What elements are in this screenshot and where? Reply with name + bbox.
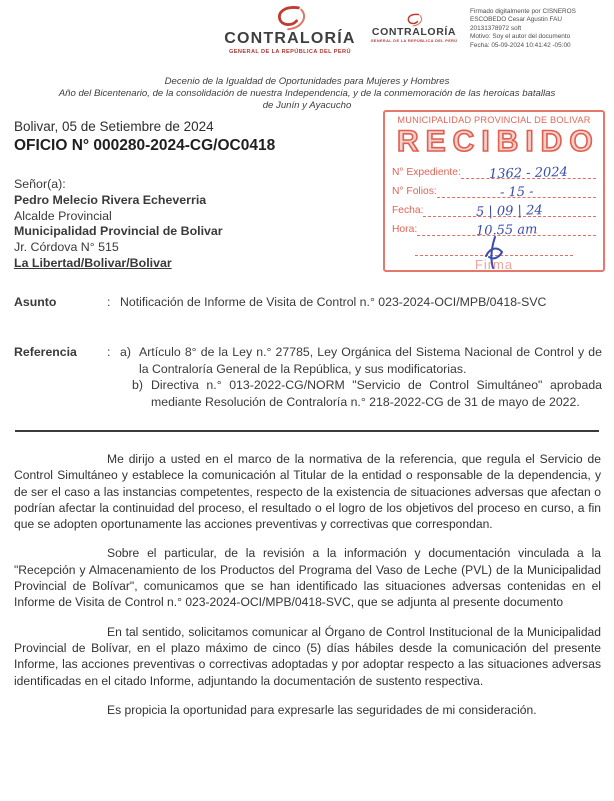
recipient-salutation: Señor(a): (14, 177, 66, 191)
motto-line: de Junín y Ayacucho (262, 99, 352, 111)
stamp-field-label: Hora: (392, 224, 418, 235)
asunto-label: Asunto (14, 295, 57, 309)
stamp-dotted-line (461, 159, 596, 183)
asunto-row (14, 294, 602, 311)
oficio-number: OFICIO N° 000280-2024-CG/OC0418 (14, 137, 276, 154)
referencia-row (14, 344, 602, 410)
contraloria-swoosh-icon (268, 5, 312, 33)
asunto-colon: : (107, 295, 111, 309)
referencia-item-b (132, 377, 602, 410)
logo-subtitle: GENERAL DE LA REPÚBLICA DEL PERÚ (370, 39, 458, 43)
stamp-field-hora (392, 217, 596, 239)
stamp-recibido-title: RECIBIDO (397, 125, 600, 158)
stamp-firma-label: Firma (474, 257, 514, 272)
referencia-items (120, 344, 602, 410)
referencia-colon: : (107, 345, 111, 359)
recipient-name: Pedro Melecio Rivera Echeverria (14, 192, 207, 207)
horizontal-rule (15, 430, 599, 432)
body-paragraph-1: Me dirijo a usted en el marco de la normativa de la referencia, que regula el Servicio de Control Simultáneo y establece la comunicación al Titular de la entidad o responsable de la dependencia, y de ser el caso a las instancias competentes, respecto de la existencia de situaciones adversas que afectan o podrían afectar la continuidad del proceso, el resultado o el logro de los objetivos del proceso en curso, a fin que se adopten oportunamente las acciones preventivas y correctivas que correspondan. (14, 452, 601, 532)
body-paragraph-2: Sobre el particular, de la revisión a la información y documentación vinculada a la "Recepción y Almacenamiento de los Productos del Programa del Vaso de Leche (PVL) de la Municipalidad Provincial de Bolívar", comunicamos que se han identificado las situaciones adversas contenidas en el Informe de Visita de Control n.° 023-2024-OCI/MPB/0418-SVC, que se adjunta al presente documento (14, 546, 601, 610)
signature-line: ESCOBEDO Cesar Agustin FAU (470, 16, 562, 24)
signature-line: Fecha: 05-09-2024 10:41:42 -05:00 (470, 41, 571, 49)
stamp-field-label: N° Expediente: (392, 167, 461, 178)
signature-line: Motivo: Soy el autor del documento (470, 33, 571, 41)
letter-body (14, 451, 601, 731)
handwritten-signature-icon (481, 235, 507, 271)
motto-line: Año del Bicentenario, de la consolidación de nuestra Independencia, y de la conmemoración de las heroicas batallas (58, 87, 556, 99)
handwritten-value: 5 | 09 | 24 (476, 203, 544, 220)
item-text: Directiva n.° 013-2022-CG/NORM "Servicio de Control Simultáneo" aprobada mediante Resolución de Contraloría n.° 218-2022-CG de 31 de mayo de 2022. (151, 378, 602, 409)
closing-line: Es propicia la oportunidad para expresarle las seguridades de mi consideración. (107, 702, 537, 717)
received-stamp (383, 110, 605, 272)
logo-subtitle: GENERAL DE LA REPÚBLICA DEL PERÚ (229, 49, 351, 55)
date-line: Bolivar, 05 de Setiembre de 2024 (14, 119, 214, 134)
motto-line: Decenio de la Igualdad de Oportunidades para Mujeres y Hombres (164, 76, 450, 87)
stamp-field-expediente (392, 160, 596, 183)
contraloria-logo-secondary (366, 13, 462, 43)
body-paragraph-3: En tal sentido, solicitamos comunicar al Órgano de Control Institucional de la Municipalidad Provincial de Bolívar, en el plazo máximo de cinco (5) días hábiles desde la comunicación del presente Informe, las acciones preventivas o correctivas adoptadas y por adoptar respecto a las situaciones adversas identificadas en el citado Informe, adjuntando la documentación de sustento respectiva. (14, 624, 601, 688)
recipient-location: La Libertad/Bolivar/Bolivar (14, 255, 172, 270)
stamp-firma-line (415, 247, 573, 256)
stamp-entity-name: MUNICIPALIDAD PROVINCIAL DE BOLIVAR (397, 115, 591, 125)
handwritten-value: 1362 - 2024 (488, 164, 568, 183)
item-text: Artículo 8° de la Ley n.° 27785, Ley Orgánica del Sistema Nacional de Control y de la Contraloría General de la República, y sus modificatorias. (139, 345, 602, 376)
signature-line: 20131378972 soft (470, 24, 522, 32)
digital-signature-block (470, 8, 612, 50)
logo-title: CONTRALORÍA (371, 26, 457, 38)
logo-title: CONTRALORÍA (224, 30, 356, 47)
recipient-block (14, 177, 223, 272)
recipient-position: Alcalde Provincial (14, 208, 112, 223)
item-marker: a) (120, 345, 131, 359)
item-marker: b) (132, 378, 143, 392)
handwritten-value: - 15 - (499, 184, 534, 201)
referencia-label: Referencia (14, 345, 77, 359)
signature-line: Firmado digitalmente por CISNEROS (470, 8, 576, 15)
recipient-entity: Municipalidad Provincial de Bolivar (14, 224, 223, 239)
stamp-field-fecha (392, 198, 596, 220)
stamp-field-label: N° Folios: (392, 186, 437, 197)
recipient-address: Jr. Córdova N° 515 (14, 240, 119, 255)
header-motto (0, 76, 614, 111)
referencia-item-a (120, 344, 602, 377)
contraloria-logo-primary (222, 5, 358, 55)
asunto-text: Notificación de Informe de Visita de Control n.° 023-2024-OCI/MPB/0418-SVC (120, 295, 547, 309)
handwritten-value: 10.55 am (475, 222, 538, 239)
stamp-field-label: Fecha: (392, 205, 424, 216)
